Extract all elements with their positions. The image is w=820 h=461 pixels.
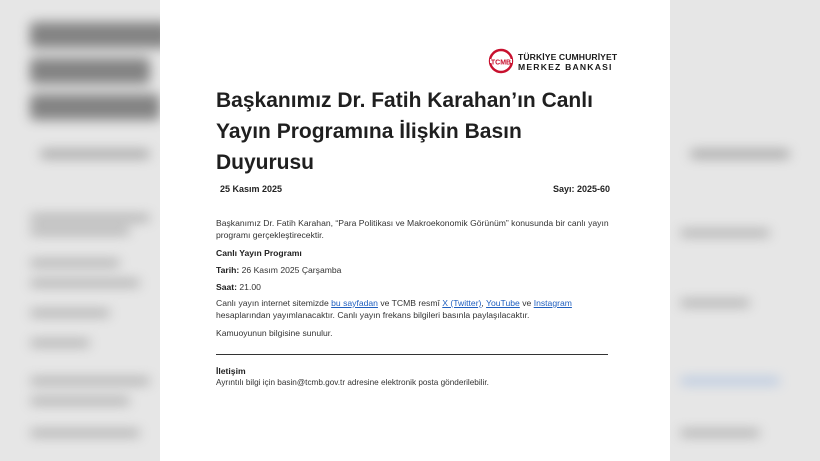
stream-paragraph bbox=[216, 298, 611, 321]
logo-line-2: MERKEZ BANKASI bbox=[518, 62, 613, 72]
press-release-page bbox=[160, 0, 670, 461]
program-time-label: Saat: bbox=[216, 282, 238, 292]
program-date bbox=[216, 265, 611, 277]
release-date: 25 Kasım 2025 bbox=[220, 184, 283, 194]
page-title: Başkanımız Dr. Fatih Karahan’ın Canlı Yayın Programına İlişkin Basın Duyurusu bbox=[216, 89, 593, 174]
logo-line-1: TÜRKİYE CUMHURİYET bbox=[518, 52, 618, 62]
contact-heading: İletişim bbox=[216, 366, 246, 376]
stream-text: , bbox=[481, 298, 487, 308]
stream-text: ve TCMB resmî bbox=[377, 298, 443, 308]
youtube-link[interactable]: YouTube bbox=[486, 298, 520, 308]
x-twitter-link[interactable]: X (Twitter) bbox=[442, 298, 482, 308]
program-date-label: Tarih: bbox=[216, 265, 240, 275]
stream-text: ve bbox=[519, 298, 534, 308]
background-right-panel bbox=[670, 0, 820, 461]
contact-text: Ayrıntılı bilgi için basin@tcmb.gov.tr adresine elektronik posta gönderilebilir. bbox=[216, 378, 489, 387]
release-number: Sayı: 2025-60 bbox=[553, 184, 611, 194]
stream-text: Canlı yayın internet sitemizde bbox=[216, 298, 332, 308]
program-heading: Canlı Yayın Programı bbox=[216, 248, 302, 258]
background-left-panel bbox=[0, 0, 160, 461]
section-divider bbox=[216, 354, 608, 355]
program-date-value: 26 Kasım 2025 Çarşamba bbox=[241, 265, 342, 275]
program-time bbox=[216, 282, 611, 294]
program-time-value: 21.00 bbox=[239, 282, 261, 292]
tcmb-logo-text bbox=[518, 52, 617, 72]
tcmb-logo bbox=[488, 48, 618, 76]
site-page-link[interactable]: bu sayfadan bbox=[331, 298, 378, 308]
instagram-link[interactable]: Instagram bbox=[533, 298, 572, 308]
closing-paragraph: Kamuoyunun bilgisine sunulur. bbox=[216, 328, 333, 338]
intro-paragraph: Başkanımız Dr. Fatih Karahan, “Para Politikası ve Makroekonomik Görünüm” konusunda bir canlı yayın programı gerçekleştirecektir. bbox=[216, 218, 609, 240]
stream-text: hesaplarından yayımlanacaktır. Canlı yayın frekans bilgileri basınla paylaşılacaktır. bbox=[216, 309, 530, 320]
tcmb-logo-mark-text: TCMB bbox=[490, 59, 512, 67]
tcmb-logo-icon bbox=[488, 48, 514, 74]
